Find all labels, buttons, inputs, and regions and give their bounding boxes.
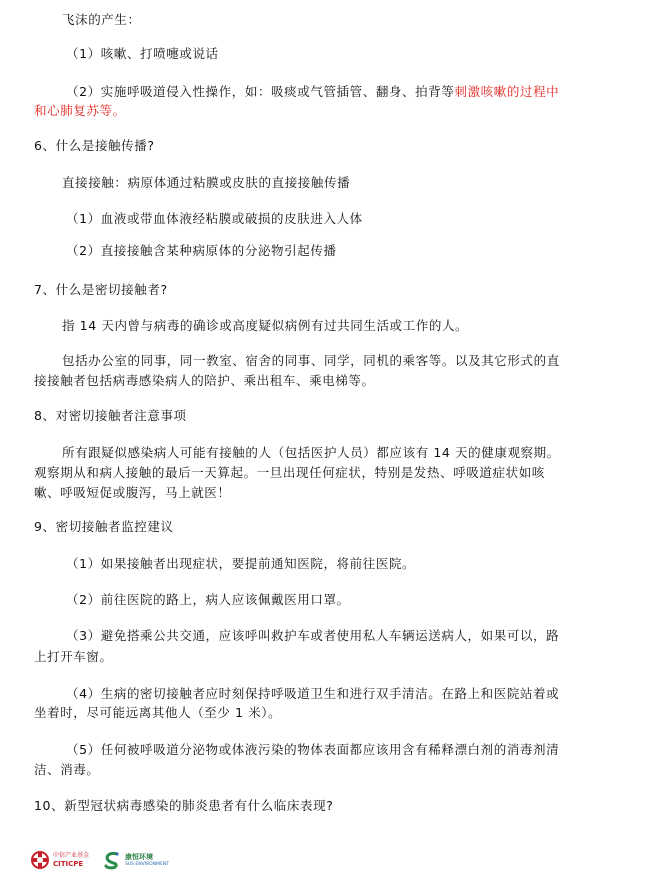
- sus-logo-en: SUS ENVIRONMENT: [125, 861, 169, 867]
- text-line: 坐着时，尽可能远离其他人（至少 1 米）。: [34, 705, 282, 720]
- text-line: 嗽、呼吸短促或腹泻，马上就医！: [34, 485, 231, 500]
- citicpe-logo: [30, 850, 89, 870]
- text-line: （1）如果接触者出现症状，要提前通知医院，将前往医院。: [66, 556, 416, 571]
- text-line: 包括办公室的同事，同一教室、宿舍的同事、同学，同机的乘客等。以及其它形式的直: [62, 353, 560, 368]
- section-heading: 9、密切接触者监控建议: [34, 519, 174, 534]
- text-line: （3）避免搭乘公共交通，应该呼叫救护车或者使用私人车辆运送病人，如果可以，路: [66, 628, 560, 643]
- text-line: （2）实施呼吸道侵入性操作，如：吸痰或气管插管、翻身、拍背等刺激咳嗽的过程中: [66, 84, 560, 99]
- text-line: （4）生病的密切接触者应时刻保持呼吸道卫生和进行双手清洁。在路上和医院站着或: [66, 686, 560, 701]
- text-line: 观察期从和病人接触的最后一天算起。一旦出现任何症状，特别是发热、呼吸道症状如咳: [34, 465, 545, 480]
- sus-logo-cn: 康恒环境: [125, 852, 153, 861]
- section-heading: 6、什么是接触传播?: [34, 138, 155, 153]
- sus-emblem-icon: [102, 850, 122, 870]
- text-line: （2）直接接触含某种病原体的分泌物引起传播: [66, 243, 337, 258]
- text-line: （5）任何被呼吸道分泌物或体液污染的物体表面都应该用含有稀释漂白剂的消毒剂清: [66, 742, 560, 757]
- text-line: 所有跟疑似感染病人可能有接触的人（包括医护人员）都应该有 14 天的健康观察期。: [62, 445, 560, 460]
- citicpe-logo-cn: 中信产业基金: [53, 851, 90, 859]
- text-line: （2）前往医院的路上，病人应该佩戴医用口罩。: [66, 592, 350, 607]
- text-line: 飞沫的产生：: [62, 12, 141, 27]
- section-heading: 10、新型冠状病毒感染的肺炎患者有什么临床表现?: [34, 798, 334, 813]
- text-line: 洁、消毒。: [34, 762, 100, 777]
- citicpe-emblem-icon: [30, 850, 50, 870]
- text-line: （1）血液或带血体液经粘膜或破损的皮肤进入人体: [66, 211, 363, 226]
- sus-environment-logo: [102, 850, 169, 870]
- section-heading: 7、什么是密切接触者?: [34, 282, 168, 297]
- section-heading: 8、对密切接触者注意事项: [34, 408, 187, 423]
- text-line: 直接接触：病原体通过粘膜或皮肤的直接接触传播: [62, 175, 351, 190]
- citicpe-logo-en: CITICPE: [53, 859, 84, 868]
- text-line: 和心肺复苏等。: [34, 103, 126, 118]
- footer-logos: [30, 850, 230, 880]
- text-line: （1）咳嗽、打喷嚏或说话: [66, 46, 219, 61]
- text-line: 上打开车窗。: [34, 649, 113, 664]
- text-line: 指 14 天内曾与病毒的确诊或高度疑似病例有过共同生活或工作的人。: [62, 318, 469, 333]
- text-line: 接接触者包括病毒感染病人的陪护、乘出租车、乘电梯等。: [34, 373, 375, 388]
